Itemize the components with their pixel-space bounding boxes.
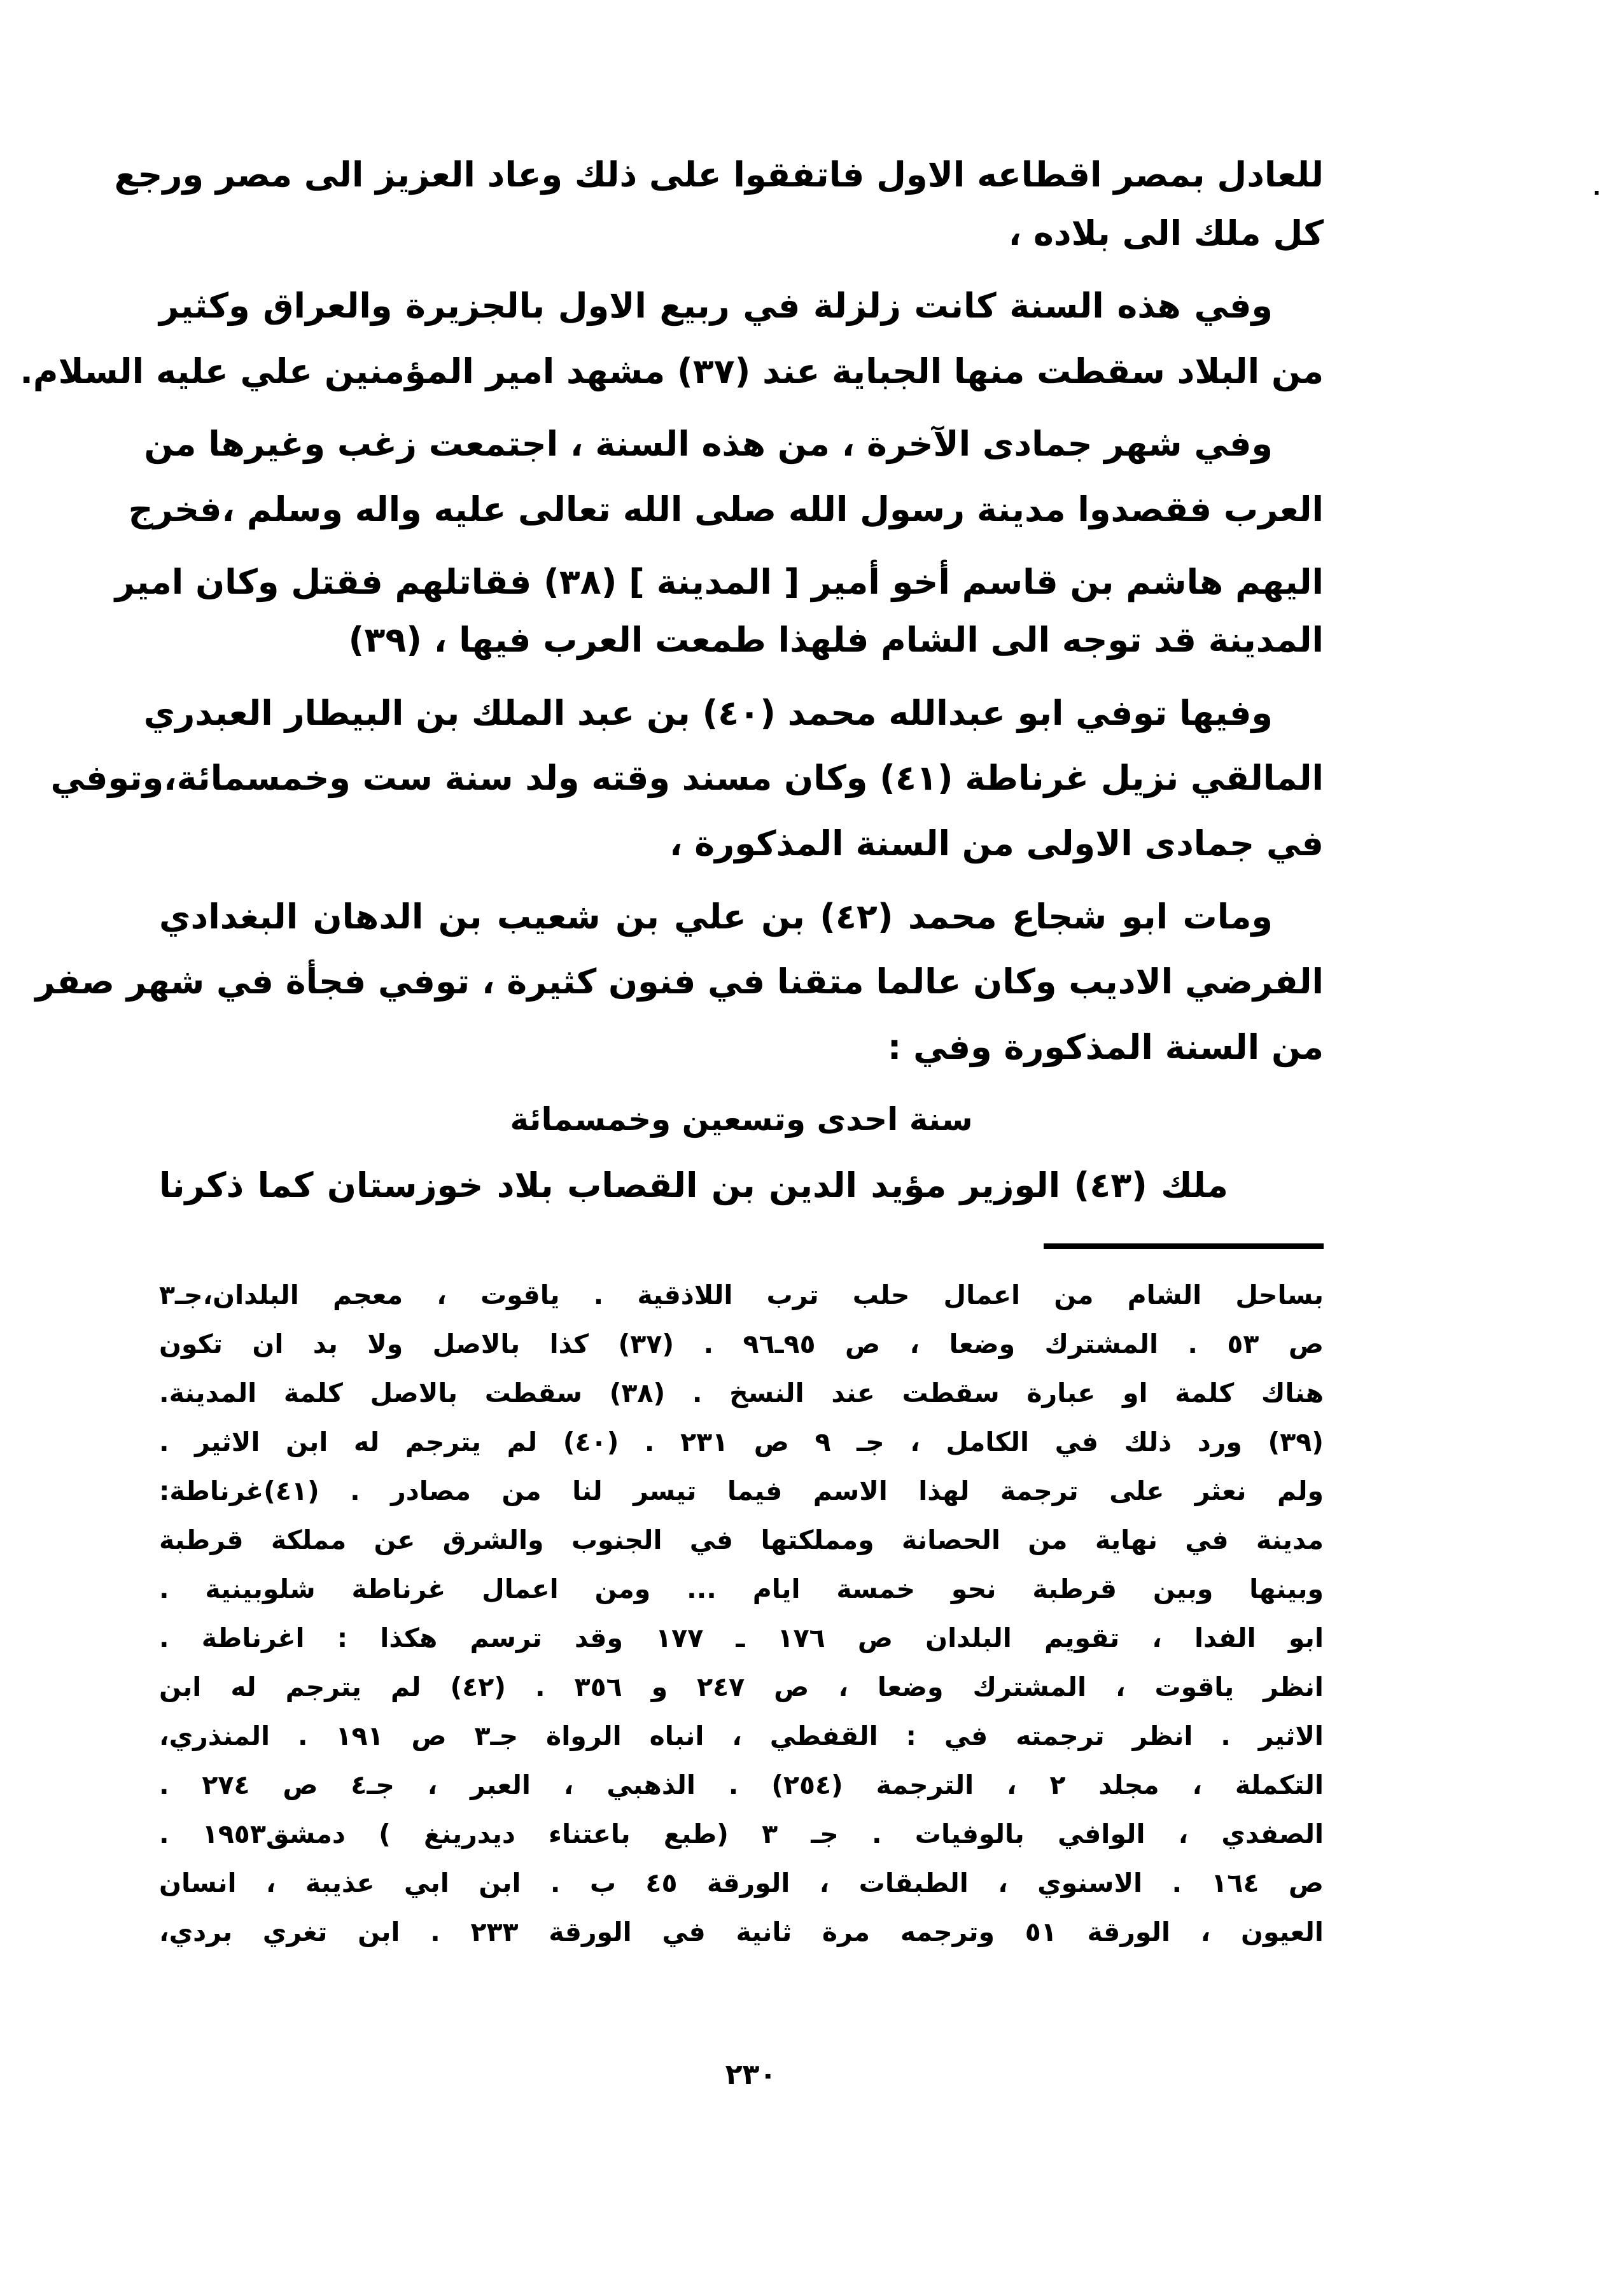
text-line: المدينة قد توجه الى الشام فلهذا طمعت العرب فيها ، (٣٩) <box>348 620 1324 660</box>
footnote-line: ولم نعثر على ترجمة لهذا الاسم فيما تيسر لنا من مصادر . (٤١)غرناطة: <box>159 1476 1324 1506</box>
text-line: العرب فقصدوا مدينة رسول الله صلى الله تعالى عليه واله وسلم ،فخرج <box>128 489 1324 529</box>
text-line: وفي شهر جمادى الآخرة ، من هذه السنة ، اجتمعت زغب وغيرها من <box>144 424 1273 464</box>
footnote-line: الاثير . انظر ترجمته في : القفطي ، انباه الرواة جـ٣ ص ١٩١ . المنذري، <box>159 1721 1324 1751</box>
text-line: كل ملك الى بلاده ، <box>1008 213 1324 253</box>
text-line: للعادل بمصر اقطاعه الاول فاتفقوا على ذلك وعاد العزيز الى مصر ورجع <box>114 155 1324 195</box>
text-line: من السنة المذكورة وفي : <box>887 1027 1324 1067</box>
footnote-line: ص ٥٣ . المشترك وضعا ، ص ٩٥ـ٩٦ . (٣٧) كذا بالاصل ولا بد ان تكون <box>159 1329 1324 1359</box>
text-line: المالقي نزيل غرناطة (٤١) وكان مسند وقته ولد سنة ست وخمسمائة،وتوفي <box>50 758 1324 798</box>
footnote-line: وبينها وبين قرطبة نحو خمسة ايام ... ومن اعمال غرناطة شلوبينية . <box>159 1574 1324 1604</box>
text-line: الفرضي الاديب وكان عالما متقنا في فنون كثيرة ، توفي فجأة في شهر صفر <box>35 962 1324 1002</box>
footnote-line: (٣٩) ورد ذلك في الكامل ، جـ ٩ ص ٢٣١ . (٤٠) لم يترجم له ابن الاثير . <box>159 1427 1324 1457</box>
text-line: وفي هذه السنة كانت زلزلة في ربيع الاول بالجزيرة والعراق وكثير <box>159 286 1273 326</box>
footnote-line: ص ١٦٤ . الاسنوي ، الطبقات ، الورقة ٤٥ ب . ابن ابي عذيبة ، انسان <box>159 1868 1324 1898</box>
footnote-line: ابو الفدا ، تقويم البلدان ص ١٧٦ ـ ١٧٧ وقد ترسم هكذا : اغرناطة . <box>159 1623 1324 1653</box>
page-number: ٢٣٠ <box>725 2059 777 2091</box>
footnote-line: التكملة ، مجلد ٢ ، الترجمة (٢٥٤) . الذهبي ، العبر ، جـ٤ ص ٢٧٤ . <box>159 1770 1324 1800</box>
text-line: ملك (٤٣) الوزير مؤيد الدين بن القصاب بلاد خوزستان كما ذكرنا <box>159 1165 1228 1205</box>
text-line: من البلاد سقطت منها الجباية عند (٣٧) مشهد امير المؤمنين علي عليه السلام. <box>20 351 1324 391</box>
footnote-line: بساحل الشام من اعمال حلب ترب اللاذقية . ياقوت ، معجم البلدان،جـ٣ <box>159 1280 1324 1310</box>
footnote-line: الصفدي ، الوافي بالوفيات . جـ ٣ (طبع باعتناء ديدرينغ ) دمشق١٩٥٣ . <box>159 1819 1324 1849</box>
footnote-line: العيون ، الورقة ٥١ وترجمه مرة ثانية في الورقة ٢٣٣ . ابن تغري بردي، <box>159 1917 1324 1947</box>
footnote-line: انظر ياقوت ، المشترك وضعا ، ص ٢٤٧ و ٣٥٦ . (٤٢) لم يترجم له ابن <box>159 1672 1324 1702</box>
footnote-divider <box>1044 1243 1324 1249</box>
text-line: وفيها توفي ابو عبدالله محمد (٤٠) بن عبد الملك بن البيطار العبدري <box>143 693 1273 733</box>
footnote-line: هناك كلمة او عبارة سقطت عند النسخ . (٣٨) سقطت بالاصل كلمة المدينة. <box>159 1378 1324 1408</box>
footnote-line: مدينة في نهاية من الحصانة ومملكتها في الجنوب والشرق عن مملكة قرطبة <box>159 1525 1324 1555</box>
section-heading: سنة احدى وتسعين وخمسمائة <box>510 1101 973 1138</box>
page-edge-mark <box>1595 191 1599 195</box>
text-line: في جمادى الاولى من السنة المذكورة ، <box>669 823 1324 864</box>
text-line: ومات ابو شجاع محمد (٤٢) بن علي بن شعيب بن الدهان البغدادي <box>159 897 1273 937</box>
text-line: اليهم هاشم بن قاسم أخو أمير [ المدينة ] (٣٨) فقاتلهم فقتل وكان امير <box>115 562 1324 602</box>
